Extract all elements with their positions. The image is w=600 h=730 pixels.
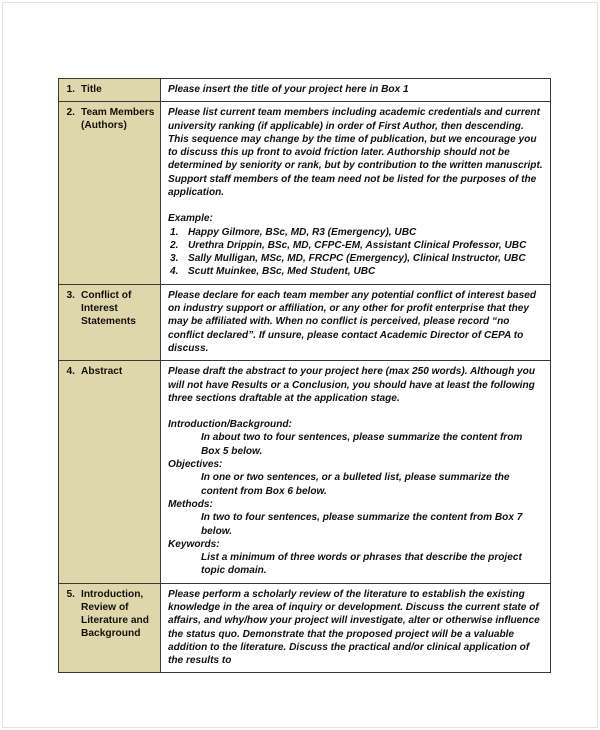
list-item-number: 2. <box>170 239 179 251</box>
document-page <box>2 2 598 728</box>
list-item-number: 1. <box>170 226 179 238</box>
list-item <box>168 252 544 265</box>
row-label-text: Conflict of Interest Statements <box>81 289 136 328</box>
row-label-text: Title <box>81 84 102 95</box>
subsection-body-methods: In two to four sentences, please summarize the content from Box 7 below. <box>201 512 523 537</box>
list-item-text: Sally Mulligan, MSc, MD, FRCPC (Emergency), Clinical Instructor, UBC <box>188 253 526 265</box>
row-content-abstract <box>161 361 551 583</box>
row-label-abstract <box>59 361 161 583</box>
list-item-text: Scutt Muinkee, BSc, Med Student, UBC <box>188 266 376 278</box>
paragraph-spacer <box>168 199 544 212</box>
content-paragraph: Please draft the abstract to your project here (max 250 words). Although you will not have Results or a Conclusion, you should have at least the following three sections draftable at the application stage. <box>168 366 536 404</box>
subsection-body-keywords: List a minimum of three words or phrases that describe the project topic domain. <box>201 552 522 577</box>
example-heading: Example: <box>168 213 213 225</box>
table-row <box>59 583 551 673</box>
row-content-introduction-review <box>161 583 551 673</box>
subsection-body-objectives: In one or two sentences, or a bulleted list, please summarize the content from Box 6 below. <box>201 472 510 497</box>
row-content-title <box>161 79 551 102</box>
content-paragraph: Please declare for each team member any potential conflict of interest based on industry support or affiliation, or any other for profit enterprise that they may be affiliated with. When no conflict is perceived, please record “no conflict declared”. If unsure, please contact Academic Director of CEPA to discuss. <box>168 289 536 354</box>
row-number: 2. <box>66 107 75 119</box>
table-row <box>59 284 551 360</box>
subsection-heading-objectives: Objectives: <box>168 459 223 471</box>
example-author-list <box>168 226 544 279</box>
row-number: 1. <box>66 84 75 95</box>
row-content-conflict-of-interest <box>161 284 551 360</box>
subsection-heading-methods: Methods: <box>168 498 213 510</box>
row-label-conflict-of-interest <box>59 284 161 360</box>
row-label-team-members <box>59 102 161 285</box>
list-item-text: Urethra Drippin, BSc, MD, CFPC-EM, Assistant Clinical Professor, UBC <box>188 239 527 251</box>
list-item-number: 4. <box>170 266 179 278</box>
row-number: 5. <box>66 588 75 600</box>
list-item <box>168 239 544 252</box>
subsection-heading-keywords: Keywords: <box>168 538 220 550</box>
list-item <box>168 226 544 239</box>
row-label-text: Team Members (Authors) <box>81 107 155 132</box>
list-item-number: 3. <box>170 253 179 265</box>
table-row <box>59 361 551 583</box>
list-item-text: Happy Gilmore, BSc, MD, R3 (Emergency), UBC <box>188 226 417 238</box>
list-item <box>168 265 544 278</box>
table-row <box>59 79 551 102</box>
paragraph-spacer <box>168 405 544 418</box>
row-number: 3. <box>66 289 75 301</box>
row-content-team-members <box>161 102 551 285</box>
content-paragraph: Please perform a scholarly review of the literature to establish the existing knowledge in the area of inquiry or development. Discuss the current state of affairs, and why/how your project will investigate, alter or otherwise influence the status quo. Demonstrate that the proposed project will be a valuable addition to the literature. Discuss the practical and/or clinical application of the results to <box>168 588 540 667</box>
subsection-body-introduction: In about two to four sentences, please summarize the content from Box 5 below. <box>201 432 523 457</box>
subsection-heading-introduction: Introduction/Background: <box>168 419 292 431</box>
row-number: 4. <box>66 366 75 378</box>
content-paragraph: Please insert the title of your project here in Box 1 <box>168 84 409 95</box>
row-label-text: Introduction, Review of Literature and Background <box>81 588 149 640</box>
row-label-title <box>59 79 161 102</box>
content-paragraph: Please list current team members including academic credentials and current university ranking (if applicable) in order of First Author, then descending. This sequence may change by the time of publication, but we encourage you to discuss this up front to avoid friction later. Authorship should not be determined by seniority or rank, but by contribution to the written manuscript. Support staff members of the team need not be listed for the purposes of the application. <box>168 107 543 198</box>
application-form-table <box>58 78 551 673</box>
row-label-introduction-review <box>59 583 161 673</box>
table-row <box>59 102 551 285</box>
row-label-text: Abstract <box>81 366 123 378</box>
